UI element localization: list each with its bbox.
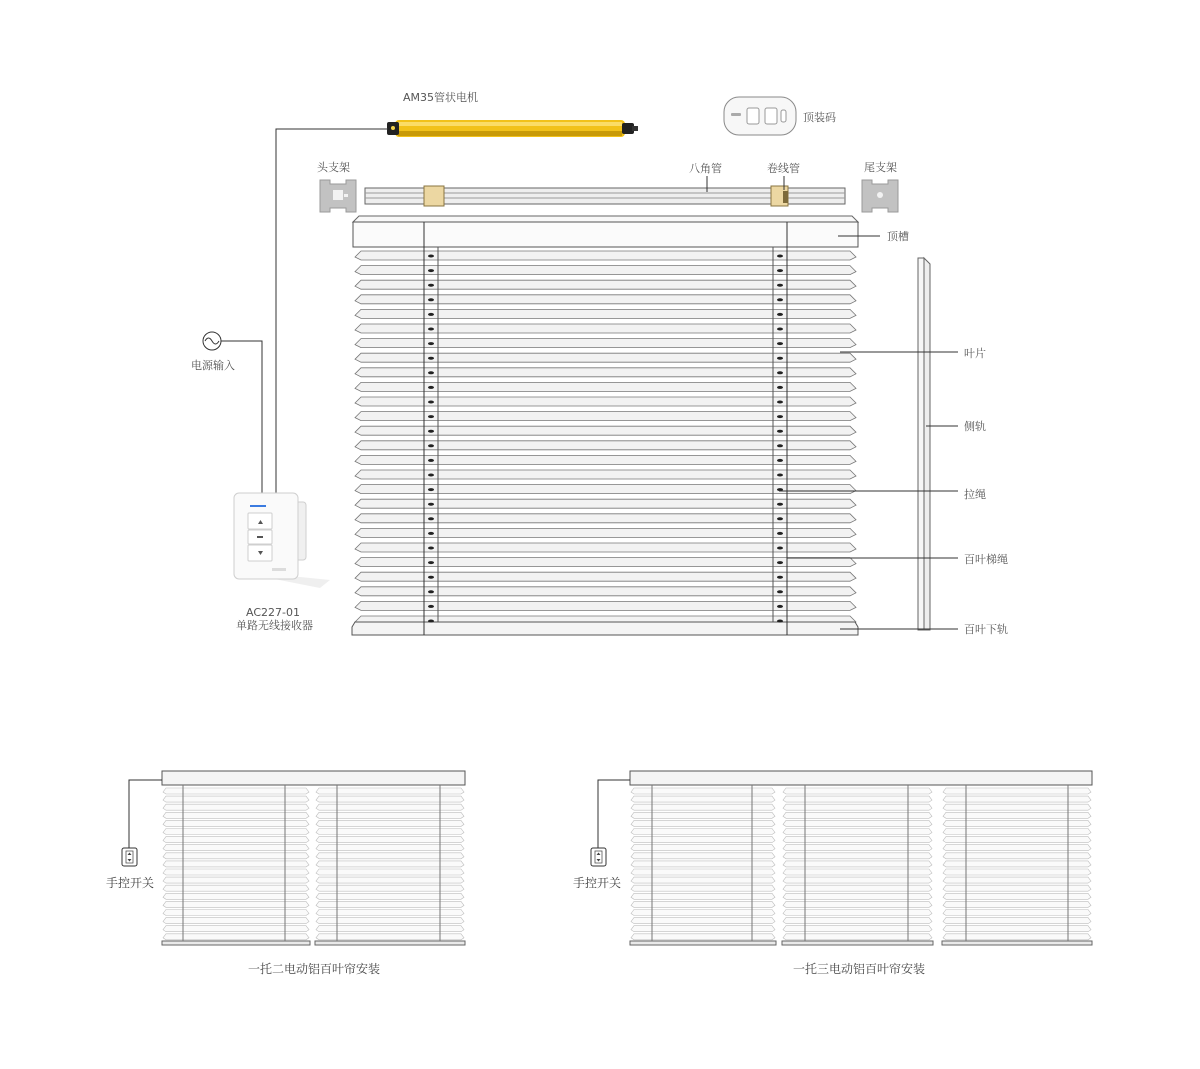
- cord-knot: [428, 576, 434, 579]
- cord-knot: [428, 357, 434, 360]
- slat: [631, 869, 775, 875]
- cord-knot: [428, 605, 434, 608]
- cord-knot: [777, 298, 783, 301]
- motor-label: AM35管状电机: [403, 91, 479, 104]
- slat: [631, 893, 775, 899]
- top-rail: [353, 222, 858, 247]
- slat: [316, 893, 464, 899]
- slat: [316, 926, 464, 932]
- slat: [163, 796, 309, 802]
- cord-knot: [777, 357, 783, 360]
- cord-knot: [777, 503, 783, 506]
- cord-knot: [428, 590, 434, 593]
- slat: [163, 910, 309, 916]
- motor-head-dot: [391, 126, 395, 130]
- slat: [316, 910, 464, 916]
- slat: [631, 861, 775, 867]
- cord-knot: [428, 444, 434, 447]
- slat: [943, 845, 1091, 851]
- receiver-icon: [234, 493, 330, 588]
- octagon-tube: [365, 186, 845, 206]
- slat: [631, 853, 775, 859]
- cord-knot: [777, 401, 783, 404]
- slat: [163, 861, 309, 867]
- slat: [943, 877, 1091, 883]
- slat: [163, 853, 309, 859]
- slat: [943, 885, 1091, 891]
- cord-knot: [777, 371, 783, 374]
- slat: [943, 926, 1091, 932]
- slat: [631, 934, 775, 940]
- slat: [943, 901, 1091, 907]
- slat: [943, 918, 1091, 924]
- manual-switch-two-label: 手控开关: [106, 876, 155, 890]
- slat: [943, 910, 1091, 916]
- cord-knot: [428, 547, 434, 550]
- slat: [163, 837, 309, 843]
- winding-tube-label: 卷线管: [767, 162, 800, 175]
- bottom-rail-label: 百叶下轨: [964, 623, 1008, 636]
- cord-knot: [428, 488, 434, 491]
- slat: [943, 837, 1091, 843]
- slat: [631, 910, 775, 916]
- slat: [316, 877, 464, 883]
- slat: [943, 788, 1091, 794]
- slat: [631, 901, 775, 907]
- cord-knot: [777, 561, 783, 564]
- cord-knot: [428, 620, 434, 623]
- slat: [163, 926, 309, 932]
- slat: [943, 861, 1091, 867]
- slat: [631, 918, 775, 924]
- cord-knot: [777, 444, 783, 447]
- cord-knot: [428, 561, 434, 564]
- tail-bracket-icon: [862, 180, 898, 212]
- tail-bracket-label: 尾支架: [864, 161, 897, 174]
- cord-knot: [428, 532, 434, 535]
- bracket-icon: [320, 180, 356, 212]
- slat: [163, 934, 309, 940]
- slat: [163, 845, 309, 851]
- ladder-cord-label: 百叶梯绳: [964, 553, 1008, 566]
- pull-cord-label: 拉绳: [964, 488, 986, 501]
- power-symbol-icon: [203, 332, 221, 350]
- cord-knot: [428, 401, 434, 404]
- main-blind: [352, 216, 858, 635]
- slat: [163, 918, 309, 924]
- side-rail-label: 侧轨: [964, 420, 986, 433]
- slat: [316, 901, 464, 907]
- cord-knot: [428, 503, 434, 506]
- caption-one-to-three: 一托三电动铝百叶帘安装: [793, 962, 926, 976]
- slat: [163, 788, 309, 794]
- cord-knot: [777, 342, 783, 345]
- cord-knot: [428, 517, 434, 520]
- slat: [316, 820, 464, 826]
- slat: [943, 829, 1091, 835]
- cord-knot: [428, 415, 434, 418]
- cord-knot: [428, 371, 434, 374]
- slat: [631, 829, 775, 835]
- slat: [943, 812, 1091, 818]
- manual-switch-three-label: 手控开关: [573, 876, 622, 890]
- cord-knot: [777, 386, 783, 389]
- cord-knot: [428, 342, 434, 345]
- slat: [316, 861, 464, 867]
- slat-label: 叶片: [964, 347, 986, 360]
- cord-knot: [777, 313, 783, 316]
- slat: [163, 885, 309, 891]
- cord-knot: [777, 255, 783, 258]
- head-bracket-label: 头支架: [317, 161, 350, 174]
- cord-knot: [428, 386, 434, 389]
- switch-three-lead: [598, 780, 630, 848]
- cord-knot: [777, 576, 783, 579]
- slat: [163, 812, 309, 818]
- cord-knot: [777, 269, 783, 272]
- slat: [943, 869, 1091, 875]
- cord-knot: [777, 517, 783, 520]
- switch-icon: [122, 848, 137, 866]
- slat: [316, 918, 464, 924]
- slat: [163, 820, 309, 826]
- slat: [316, 796, 464, 802]
- caption-one-to-two: 一托二电动铝百叶帘安装: [248, 962, 381, 976]
- slat: [316, 804, 464, 810]
- cord-knot: [777, 620, 783, 623]
- cord-knot: [428, 313, 434, 316]
- slat: [631, 885, 775, 891]
- slat: [163, 804, 309, 810]
- bottom-rail: [352, 622, 858, 635]
- slat: [631, 837, 775, 843]
- switch-two-lead: [129, 780, 162, 848]
- cord-knot: [428, 298, 434, 301]
- slat: [631, 788, 775, 794]
- slat: [316, 853, 464, 859]
- blind-one-to-two: [162, 771, 465, 945]
- motor-icon: [387, 120, 638, 137]
- motor-shaft: [632, 126, 638, 131]
- cord-knot: [428, 284, 434, 287]
- power-input-label: 电源输入: [191, 359, 235, 372]
- slat: [631, 796, 775, 802]
- slat: [943, 934, 1091, 940]
- motor-shade: [398, 131, 622, 136]
- slat: [943, 804, 1091, 810]
- slat: [943, 853, 1091, 859]
- slat: [631, 926, 775, 932]
- switch-icon: [591, 848, 606, 866]
- slat: [943, 820, 1091, 826]
- slat: [316, 829, 464, 835]
- receiver-model-label: AC227-01: [246, 606, 300, 619]
- cord-knot: [777, 547, 783, 550]
- cord-knot: [777, 474, 783, 477]
- blind-one-to-three: [630, 771, 1092, 945]
- octagon-tube-label: 八角管: [689, 162, 722, 175]
- slat: [316, 934, 464, 940]
- receiver-name-label: 单路无线接收器: [236, 619, 313, 632]
- cord-knot: [428, 430, 434, 433]
- slat: [631, 820, 775, 826]
- cord-knot: [428, 459, 434, 462]
- slat: [163, 869, 309, 875]
- ceiling-code-label: 顶装码: [803, 111, 836, 124]
- slat: [316, 788, 464, 794]
- top-rail-label: 顶槽: [887, 230, 909, 243]
- slat: [163, 877, 309, 883]
- slat: [943, 796, 1091, 802]
- side-rail: [918, 258, 930, 630]
- slat: [943, 893, 1091, 899]
- slat: [631, 877, 775, 883]
- cord-knot: [777, 430, 783, 433]
- cord-knot: [428, 474, 434, 477]
- slat: [631, 812, 775, 818]
- slat: [316, 869, 464, 875]
- cord-knot: [428, 328, 434, 331]
- ceiling-mount-icon: [724, 97, 796, 135]
- cord-knot: [777, 590, 783, 593]
- slat: [316, 845, 464, 851]
- cord-knot: [777, 284, 783, 287]
- cord-knot: [777, 328, 783, 331]
- slat: [316, 812, 464, 818]
- slat: [163, 901, 309, 907]
- slat: [316, 837, 464, 843]
- cord-knot: [777, 415, 783, 418]
- cord-knot: [777, 459, 783, 462]
- motor-highlight: [398, 122, 622, 126]
- slat: [163, 893, 309, 899]
- cord-knot: [777, 532, 783, 535]
- slat: [631, 804, 775, 810]
- slat: [631, 845, 775, 851]
- slat: [316, 885, 464, 891]
- cord-knot: [777, 605, 783, 608]
- slat: [163, 829, 309, 835]
- cord-knot: [428, 255, 434, 258]
- cord-knot: [428, 269, 434, 272]
